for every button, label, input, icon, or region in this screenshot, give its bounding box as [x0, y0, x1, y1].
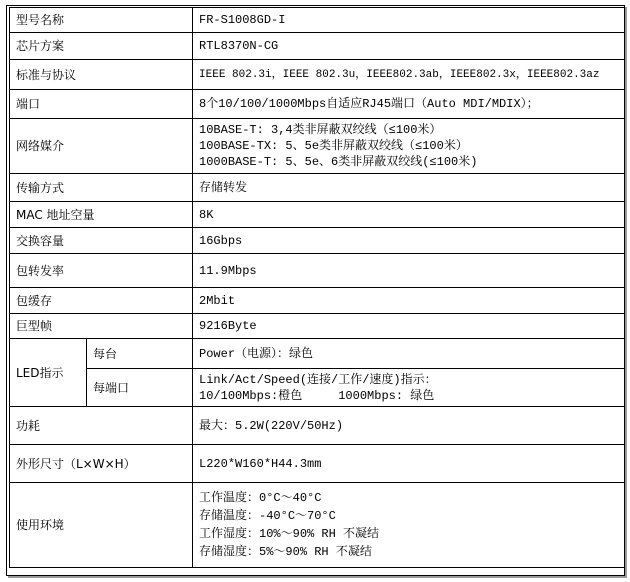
table-row — [10, 60, 625, 90]
value-power: 最大：5.2W(220V/50Hz) — [193, 407, 625, 445]
table-row — [10, 254, 625, 288]
value-transfer: 存储转发 — [193, 174, 625, 202]
label-capacity: 交换容量 — [10, 228, 193, 254]
table-row — [10, 339, 625, 369]
media-line: 10BASE-T: 3,4类非屏蔽双绞线（≤100米） — [199, 123, 442, 137]
label-chip: 芯片方案 — [10, 33, 193, 60]
label-led-each-port: 每端口 — [87, 369, 193, 407]
label-forwarding: 包转发率 — [10, 254, 193, 288]
media-line: 100BASE-TX: 5、5e类非屏蔽双绞线（≤100米） — [199, 139, 468, 153]
led-port-line: Link/Act/Speed(连接/工作/速度)指示： — [199, 372, 437, 387]
label-led: LED指示 — [10, 339, 87, 407]
label-jumbo: 巨型帧 — [10, 314, 193, 339]
environment-line: 存储温度：-40°C～70°C — [199, 509, 336, 523]
table-row — [10, 202, 625, 228]
environment-line: 工作湿度：10%～90% RH 不凝结 — [199, 527, 380, 541]
table-row — [10, 8, 625, 33]
label-led-each-unit: 每台 — [87, 339, 193, 369]
value-buffer: 2Mbit — [193, 288, 625, 314]
label-dimensions: 外形尺寸（L×W×H） — [10, 445, 193, 483]
table-row — [10, 288, 625, 314]
value-jumbo: 9216Byte — [193, 314, 625, 339]
led-port-line: 10/100Mbps:橙色 1000Mbps: 绿色 — [199, 388, 435, 403]
value-media — [193, 119, 625, 174]
value-model: FR-S1008GD-I — [193, 8, 625, 33]
table-row — [10, 445, 625, 483]
spec-table-frame — [6, 5, 625, 576]
value-mac: 8K — [193, 202, 625, 228]
table-row — [10, 174, 625, 202]
media-line: 1000BASE-T: 5、5e、6类非屏蔽双绞线(≤100米) — [199, 155, 478, 169]
label-ports: 端口 — [10, 90, 193, 119]
spec-table — [9, 7, 625, 568]
value-led-each-unit: Power（电源）：绿色 — [193, 339, 625, 369]
label-media: 网络媒介 — [10, 119, 193, 174]
label-power: 功耗 — [10, 407, 193, 445]
label-standards: 标准与协议 — [10, 60, 193, 90]
label-mac: MAC 地址空量 — [10, 202, 193, 228]
value-forwarding: 11.9Mbps — [193, 254, 625, 288]
label-transfer: 传输方式 — [10, 174, 193, 202]
table-row — [10, 314, 625, 339]
value-chip: RTL8370N-CG — [193, 33, 625, 60]
table-row — [10, 90, 625, 119]
environment-line: 存储湿度：5%～90% RH 不凝结 — [199, 545, 372, 559]
value-standards: IEEE 802.3i，IEEE 802.3u，IEEE802.3ab，IEEE802.3x，IEEE802.3az — [193, 60, 625, 90]
table-row — [10, 33, 625, 60]
table-row — [10, 119, 625, 174]
value-environment — [193, 483, 625, 568]
label-model: 型号名称 — [10, 8, 193, 33]
table-row — [10, 407, 625, 445]
label-environment: 使用环境 — [10, 483, 193, 568]
label-buffer: 包缓存 — [10, 288, 193, 314]
value-ports: 8个10/100/1000Mbps自适应RJ45端口（Auto MDI/MDIX）； — [193, 90, 625, 119]
value-capacity: 16Gbps — [193, 228, 625, 254]
table-row — [10, 483, 625, 568]
value-dimensions: L220*W160*H44.3mm — [193, 445, 625, 483]
value-led-each-port — [193, 369, 625, 407]
environment-line: 工作温度：0°C～40°C — [199, 491, 322, 505]
table-row — [10, 369, 625, 407]
table-row — [10, 228, 625, 254]
